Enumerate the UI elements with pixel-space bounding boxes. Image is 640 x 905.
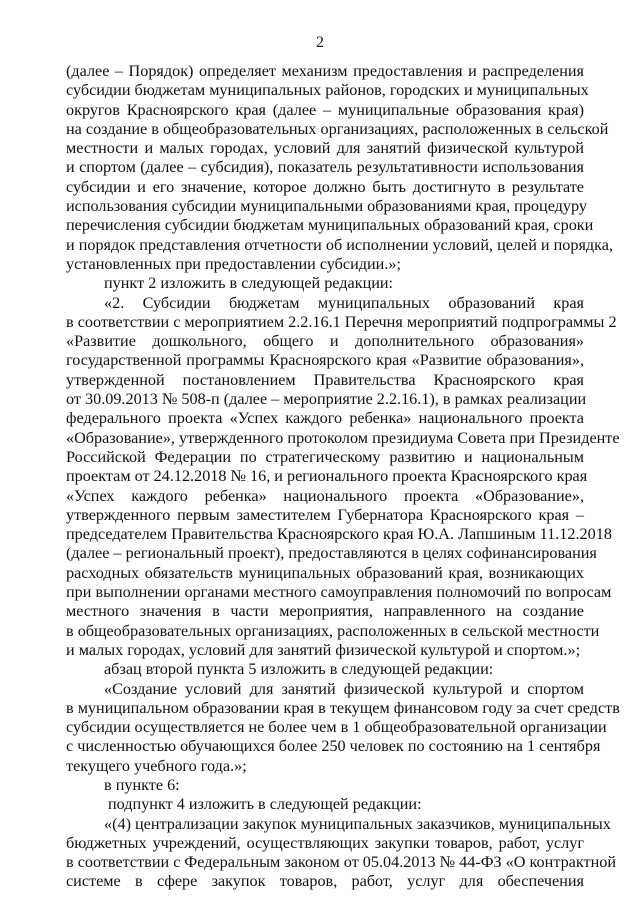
text-line: в общеобразовательных организациях, расположенных в сельской местности xyxy=(66,621,600,640)
text-line: местности и малых городах, условий для занятий физической культурой xyxy=(66,139,584,158)
text-line: бюджетных учреждений, осуществляющих закупки товаров, работ, услуг xyxy=(66,833,584,852)
text-line: утвержденной постановлением Правительства Красноярского края xyxy=(66,370,584,389)
text-line: «Создание условий для занятий физической культурой и спортом xyxy=(104,679,584,698)
text-line: «(4) централизации закупок муниципальных заказчиков, муниципальных xyxy=(104,814,611,833)
text-line: субсидии бюджетам муниципальных районов, городских и муниципальных xyxy=(66,81,589,100)
text-line: расходных обязательств муниципальных образований края, возникающих xyxy=(66,563,584,582)
text-line: утвержденного первым заместителем Губернатора Красноярского края – xyxy=(66,505,584,524)
text-line: субсидии осуществляется не более чем в 1 общеобразовательной организации xyxy=(66,718,607,737)
text-line: «Развитие дошкольного, общего и дополнительного образования» xyxy=(66,332,584,351)
text-line: (далее – региональный проект), предоставляются в целях софинансирования xyxy=(66,544,597,563)
document-body xyxy=(66,62,620,892)
text-line: округов Красноярского края (далее – муниципальные образования края) xyxy=(66,100,584,119)
text-line: в муниципальном образовании края в текущем финансовом году за счет средств xyxy=(66,698,620,717)
text-line: председателем Правительства Красноярского края Ю.А. Лапшиным 11.12.2018 xyxy=(66,525,612,544)
text-line: в соответствии с мероприятием 2.2.16.1 Перечня мероприятий подпрограммы 2 xyxy=(66,312,617,331)
text-line: текущего учебного года.»; xyxy=(66,756,247,775)
text-line: «Успех каждого ребенка» национального проекта «Образование», xyxy=(66,486,584,505)
text-line: от 30.09.2013 № 508-п (далее – мероприятие 2.2.16.1), в рамках реализации xyxy=(66,390,587,409)
text-line: местного значения в части мероприятия, направленного на создание xyxy=(66,602,584,621)
text-line: с численностью обучающихся более 250 человек по состоянию на 1 сентября xyxy=(66,737,601,756)
text-line: абзац второй пункта 5 изложить в следующей редакции: xyxy=(104,660,494,679)
text-line: и порядок представления отчетности об исполнении условий, целей и порядка, xyxy=(66,235,613,254)
text-line: системе в сфере закупок товаров, работ, услуг для обеспечения xyxy=(66,872,584,891)
text-line: (далее – Порядок) определяет механизм предоставления и распределения xyxy=(66,62,584,80)
text-line: пункт 2 изложить в следующей редакции: xyxy=(104,274,394,293)
text-line: на создание в общеобразовательных организациях, расположенных в сельской xyxy=(66,119,609,138)
text-line: проектам от 24.12.2018 № 16, и регионального проекта Красноярского края xyxy=(66,467,588,486)
text-line: Российской Федерации по стратегическому развитию и национальным xyxy=(66,447,584,466)
text-line: государственной программы Красноярского края «Развитие образования», xyxy=(66,351,584,370)
text-line: подпункт 4 изложить в следующей редакции: xyxy=(108,795,422,814)
text-line: «2. Субсидии бюджетам муниципальных образований края xyxy=(104,293,584,312)
text-line: федерального проекта «Успех каждого ребенка» национального проекта xyxy=(66,409,584,428)
text-line: субсидии и его значение, которое должно быть достигнуто в результате xyxy=(66,177,584,196)
text-line: при выполнении органами местного самоуправления полномочий по вопросам xyxy=(66,583,612,602)
text-line: использования субсидии муниципальными образованиями края, процедуру xyxy=(66,197,587,216)
text-line: в соответствии с Федеральным законом от 05.04.2013 № 44-ФЗ «О контрактной xyxy=(66,853,617,872)
text-line: и спортом (далее – субсидия), показатель результативности использования xyxy=(66,158,584,177)
text-line: перечисления субсидии бюджетам муниципальных образований края, сроки xyxy=(66,216,594,235)
text-line: и малых городах, условий для занятий физической культурой и спортом.»; xyxy=(66,640,581,659)
page-number: 2 xyxy=(316,34,324,51)
text-line: в пункте 6: xyxy=(104,775,180,794)
text-line: «Образование», утвержденного протоколом президиума Совета при Президенте xyxy=(66,428,620,447)
text-line: установленных при предоставлении субсидии.»; xyxy=(66,254,401,273)
